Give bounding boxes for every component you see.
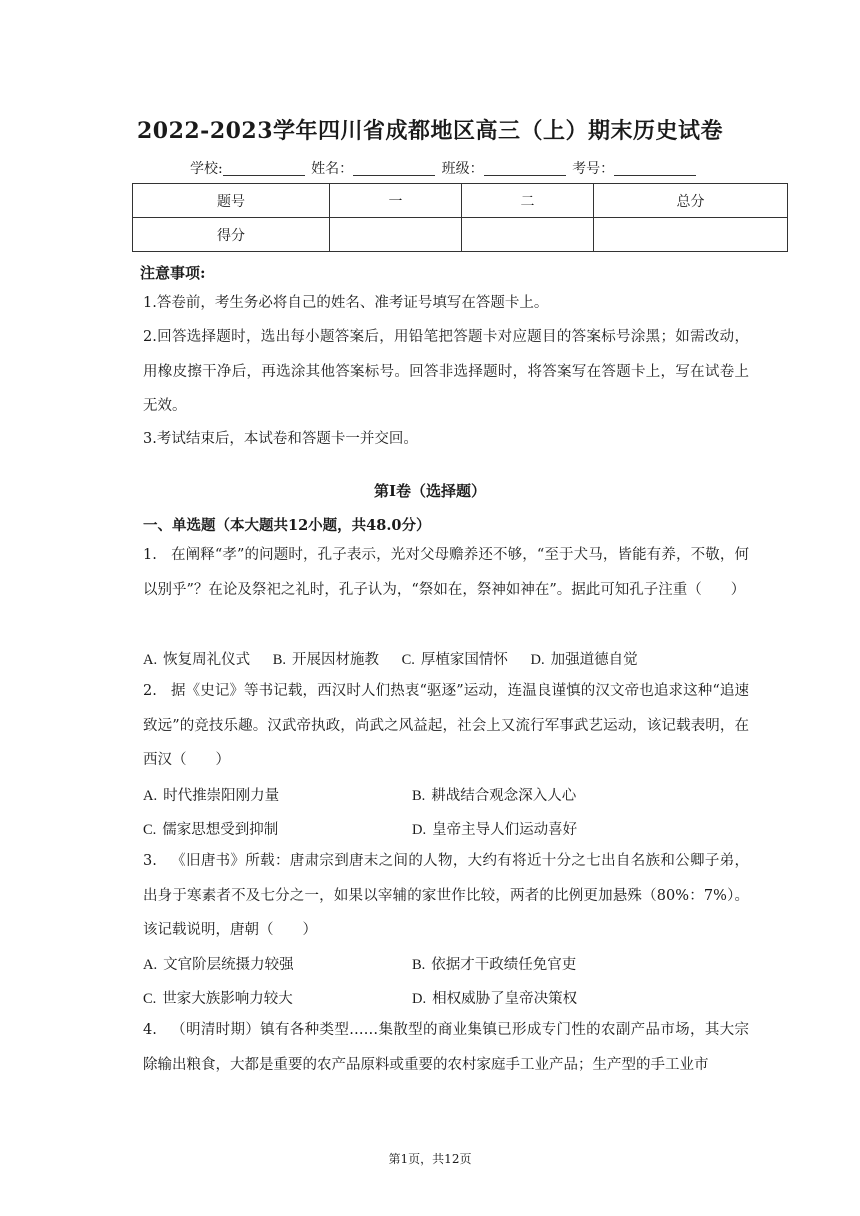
exam-no-blank [614,161,696,176]
score-table [132,183,788,252]
exam-no-label: 考号： [572,161,615,177]
section-heading: 第I卷（选择题） [373,482,487,500]
class-blank [484,161,566,176]
page-title: 2022-2023学年四川省成都地区高三（上）期末历史试卷 [136,118,724,144]
option-d: D. 皇帝主导人们运动喜好 [412,822,578,838]
notice-item: 1.答卷前，考生务必将自己的姓名、准考证号填写在答题卡上。 [143,295,549,311]
option-c: C. 厚植家国情怀 [401,652,508,668]
question-stem: 在阐释“孝”的问题时，孔子表示，光对父母赡养还不够，“至于犬马，皆能有养，不敬，何以别乎”？在论及祭祀之礼时，孔子认为，“祭如在，祭神如神在”。据此可知孔子注重（ ） [143,547,749,598]
score-cell [462,218,594,252]
option-d: D. 相权威胁了皇帝决策权 [412,991,578,1007]
question-stem: 据《史记》等书记载，西汉时人们热衷“驱逐”运动，连温良谨慎的汉文帝也追求这种“追速致远”的竞技乐趣。汉武帝执政，尚武之风益起，社会上又流行军事武艺运动，该记载表明，在西汉（ ） [143,683,749,768]
question-number: 1. [143,547,157,563]
question-stem: 《旧唐书》所载：唐肃宗到唐末之间的人物，大约有将近十分之七出自名族和公卿子弟，出身于寒素者不及七分之一，如果以宰辅的家世作比较，两者的比例更加悬殊（80%：7%）。该记载说明，唐朝（ ） [143,853,749,938]
option-b: B. 依据才干政绩任免官吏 [412,957,577,973]
name-blank [353,161,435,176]
name-label: 姓名： [311,161,354,177]
option-a: A. 文官阶层统摄力较强 [143,957,294,973]
option-c: C. 世家大族影响力较大 [143,991,293,1007]
header-cell: 总分 [594,184,788,218]
part-heading: 一、单选题（本大题共12小题，共48.0分） [143,517,431,534]
student-info-line [190,158,698,178]
page-footer: 第1页，共12页 [388,1152,472,1166]
score-table-header-row [133,184,788,218]
header-cell: 一 [330,184,462,218]
option-b: B. 开展因材施教 [272,652,380,668]
school-blank [223,161,305,176]
option-b: B. 耕战结合观念深入人心 [412,788,577,804]
question-number: 3. [143,853,157,869]
header-cell: 题号 [133,184,330,218]
question-2 [143,674,749,778]
question-stem: （明清时期）镇有各种类型……集散型的商业集镇已形成专门性的农副产品市场，其大宗除输出粮食，大都是重要的农产品原料或重要的农村家庭手工业产品；生产型的手工业市 [143,1022,749,1073]
option-c: C. 儒家思想受到抑制 [143,822,279,838]
option-a: A. 恢复周礼仪式 [143,652,251,668]
question-3 [143,844,749,948]
question-number: 2. [143,683,157,699]
option-a: A. 时代推崇阳刚力量 [143,788,280,804]
header-cell: 二 [462,184,594,218]
class-label: 班级： [441,161,484,177]
question-number: 4. [143,1022,157,1038]
score-cell [330,218,462,252]
notice-item: 3.考试结束后，本试卷和答题卡一并交回。 [143,431,418,447]
score-table-score-row [133,218,788,252]
score-cell [594,218,788,252]
option-d: D. 加强道德自觉 [530,652,638,668]
notice-heading: 注意事项: [140,264,206,282]
question-1-options [143,648,656,669]
question-4 [143,1013,749,1082]
question-1 [143,538,749,607]
score-row-label: 得分 [133,218,330,252]
notice-item: 2.回答选择题时，选出每小题答案后，用铅笔把答题卡对应题目的答案标号涂黑；如需改动，用橡皮擦干净后，再选涂其他答案标号。回答非选择题时，将答案写在答题卡上，写在试卷上无效。 [143,329,749,414]
school-label: 学校: [190,161,223,177]
